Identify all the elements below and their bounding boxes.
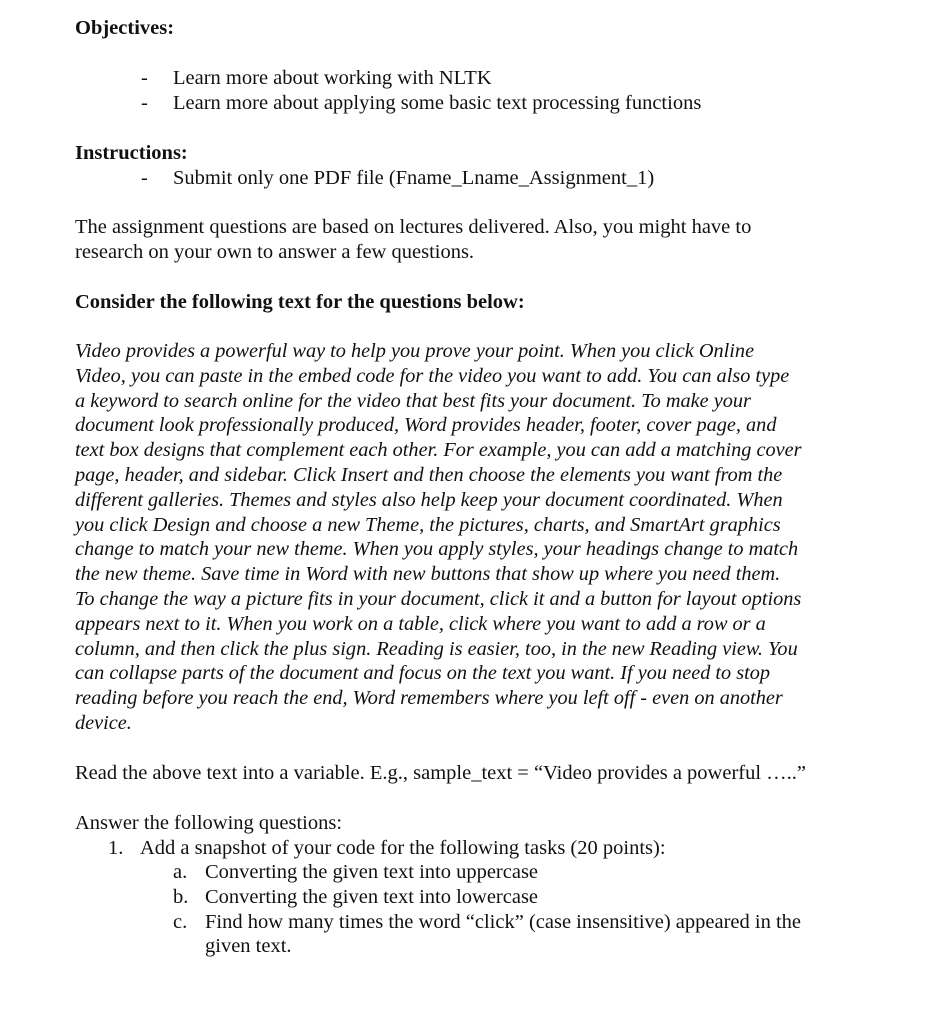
subitem-marker: c. <box>173 911 188 933</box>
passage-line: page, header, and sidebar. Click Insert and then choose the elements you want from the <box>75 463 783 486</box>
passage-line: can collapse parts of the document and focus on the text you want. If you need to stop <box>75 662 771 685</box>
instruction-bullet-marker: - <box>141 167 148 189</box>
subitem-marker: a. <box>173 861 188 883</box>
passage-line: a keyword to search online for the video that best fits your document. To make your <box>75 389 751 412</box>
passage-line: the new theme. Save time in Word with new buttons that show up where you need them. <box>75 563 781 586</box>
passage-line: column, and then click the plus sign. Reading is easier, too, in the new Reading view. You <box>75 637 798 660</box>
instructions-heading: Instructions: <box>75 142 188 164</box>
passage-line: change to match your new theme. When you apply styles, your headings change to match <box>75 538 799 561</box>
passage-line: different galleries. Themes and styles also help keep your document coordinated. When <box>75 488 783 511</box>
passage-line: Video provides a powerful way to help you prove your point. When you click Online <box>75 340 755 362</box>
subitem-marker: b. <box>173 886 189 908</box>
consider-heading: Consider the following text for the questions below: <box>75 291 525 313</box>
subitem-text: Find how many times the word “click” (case insensitive) appeared in the <box>205 911 802 933</box>
passage-line: you click Design and choose a new Theme, the pictures, charts, and SmartArt graphics <box>75 513 781 536</box>
passage-line: device. <box>75 711 132 734</box>
subitem-text: Converting the given text into uppercase <box>205 861 539 883</box>
objectives-heading: Objectives: <box>75 17 175 39</box>
intro-line: The assignment questions are based on lectures delivered. Also, you might have to <box>75 216 752 238</box>
passage-line: Video, you can paste in the embed code for the video you want to add. You can also type <box>75 364 790 387</box>
question-text: Add a snapshot of your code for the following tasks (20 points): <box>140 837 666 859</box>
passage-line: document look professionally produced, Word provides header, footer, cover page, and <box>75 414 777 437</box>
objective-bullet-marker: - <box>141 67 148 89</box>
answer-heading: Answer the following questions: <box>75 812 343 834</box>
intro-line: research on your own to answer a few questions. <box>75 241 475 263</box>
passage-line: text box designs that complement each other. For example, you can add a matching cover <box>75 439 802 462</box>
passage-line: appears next to it. When you work on a table, click where you want to add a row or a <box>75 612 766 635</box>
passage-line: reading before you reach the end, Word remembers where you left off - even on another <box>75 687 783 710</box>
read-instruction: Read the above text into a variable. E.g., sample_text = “Video provides a powerful …..” <box>75 762 807 784</box>
objective-item: Learn more about working with NLTK <box>173 67 492 89</box>
subitem-text: Converting the given text into lowercase <box>205 886 539 908</box>
question-number: 1. <box>108 837 124 859</box>
sample-passage <box>75 339 865 736</box>
instruction-item: Submit only one PDF file (Fname_Lname_Assignment_1) <box>173 167 655 189</box>
objective-item: Learn more about applying some basic text processing functions <box>173 92 702 114</box>
passage-line: To change the way a picture fits in your document, click it and a button for layout options <box>75 587 802 610</box>
objective-bullet-marker: - <box>141 92 148 114</box>
subitem-text-continued: given text. <box>205 935 292 957</box>
